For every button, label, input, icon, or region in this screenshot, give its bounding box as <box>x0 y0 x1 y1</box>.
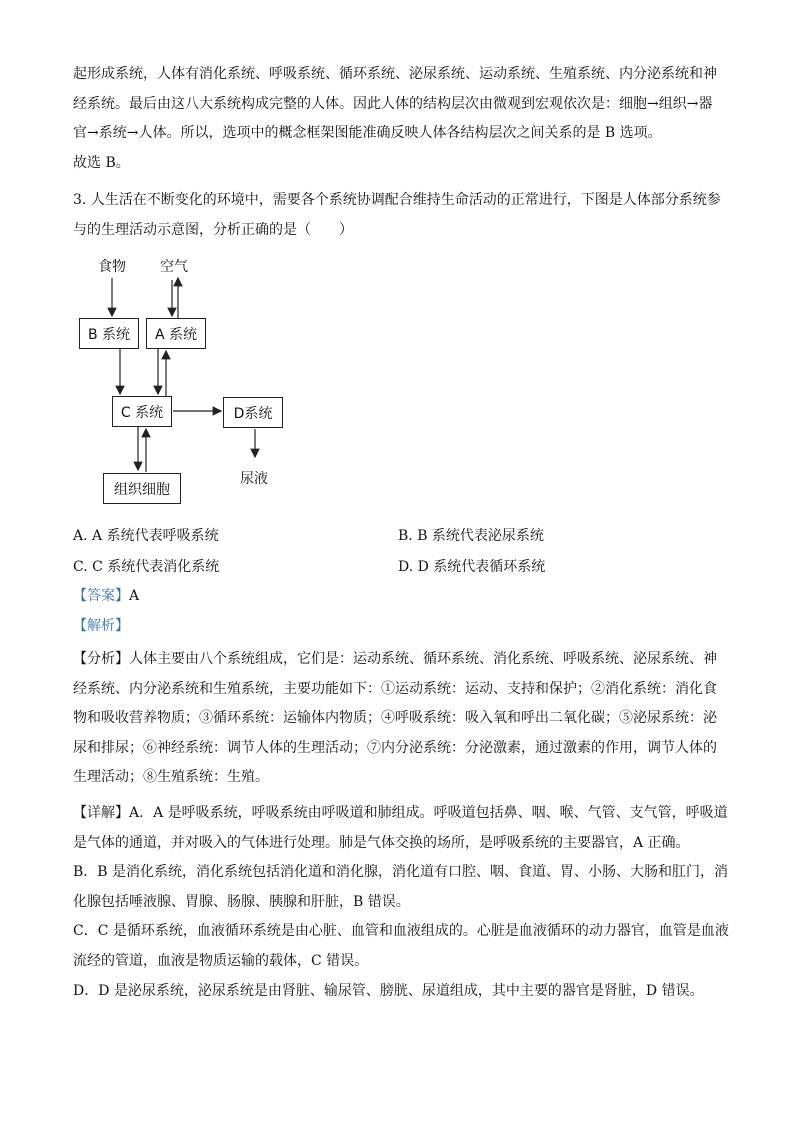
xiangjie-line: B．B 是消化系统，消化系统包括消化道和消化腺，消化道有口腔、咽、食道、胃、小肠、大肠和肛门，消 <box>73 864 729 881</box>
system-diagram <box>70 250 330 510</box>
detail-paragraph <box>73 799 729 1006</box>
analysis-paragraph <box>73 645 723 793</box>
c-system-box: C 系统 <box>112 396 172 427</box>
intro-line: 官→系统→人体。所以，选项中的概念框架图能准确反映人体各结构层次之间关系的是 B 选项。 <box>73 125 662 142</box>
tissue-cell-box: 组织细胞 <box>103 473 181 504</box>
answer-tag: 【答案】 <box>73 588 129 604</box>
fenxi-line: 经系统、内分泌系统和生殖系统，主要功能如下：①运动系统：运动、支持和保护；②消化系统：消化食 <box>73 680 717 697</box>
answer-value: A <box>129 588 140 604</box>
answer-options <box>73 525 723 585</box>
fenxi-line: 人体主要由八个系统组成，它们是：运动系统、循环系统、消化系统、呼吸系统、泌尿系统、神 <box>129 651 717 667</box>
xiangjie-line: D．D 是泌尿系统，泌尿系统是由肾脏、输尿管、膀胱、尿道组成，其中主要的器官是肾脏，D 错误。 <box>73 982 704 999</box>
xiangjie-line: 是气体的通道，并对吸入的气体进行处理。肺是气体交换的场所，是呼吸系统的主要器官，A 正确。 <box>73 834 690 851</box>
intro-line: 故选 B。 <box>73 154 130 171</box>
b-system-box: B 系统 <box>79 318 139 349</box>
food-label: 食物 <box>98 259 126 275</box>
xiangjie-line: 化腺包括唾液腺、胃腺、肠腺、胰腺和肝脏，B 错误。 <box>73 893 410 910</box>
diagram-arrows <box>70 250 330 510</box>
xiangjie-line: C．C 是循环系统，血液循环系统是由心脏、血管和血液组成的。心脏是血液循环的动力器官，血管是血液 <box>73 923 729 940</box>
intro-line: 经系统。最后由这八大系统构成完整的人体。因此人体的结构层次由微观到宏观依次是：细胞→组织→器 <box>73 95 713 112</box>
fenxi-line: 生理活动；⑧生殖系统：生殖。 <box>73 769 269 786</box>
fenxi-tag: 【分析】 <box>73 651 129 667</box>
question-stem <box>73 186 723 245</box>
xiangjie-line: 流经的管道，血液是物质运输的载体，C 错误。 <box>73 952 369 969</box>
option-b[interactable]: B. B 系统代表泌尿系统 <box>398 528 544 544</box>
d-system-box: D系统 <box>223 397 283 428</box>
a-system-box: A 系统 <box>146 318 206 349</box>
urine-label: 尿液 <box>240 471 268 487</box>
analysis-tag: 【解析】 <box>73 617 129 634</box>
option-a[interactable]: A. A 系统代表呼吸系统 <box>73 528 219 544</box>
fenxi-line: 物和吸收营养物质；③循环系统：运输体内物质；④呼吸系统：吸入氧和呼出二氧化碳；⑤泌尿系统：泌 <box>73 710 717 727</box>
question-line: 与的生理活动示意图，分析正确的是（ ） <box>73 221 353 238</box>
xiangjie-tag: 【详解】 <box>73 805 129 821</box>
xiangjie-line: A．A 是呼吸系统，呼吸系统由呼吸道和肺组成。呼吸道包括鼻、咽、喉、气管、支气管，呼吸道 <box>129 805 728 821</box>
question-line: 3. 人生活在不断变化的环境中，需要各个系统协调配合维持生命活动的正常进行，下图是人体部分系统参 <box>73 192 721 208</box>
intro-paragraph <box>73 60 723 178</box>
answer-line <box>73 582 723 641</box>
option-d[interactable]: D. D 系统代表循环系统 <box>398 559 546 575</box>
air-label: 空气 <box>160 259 188 275</box>
option-c[interactable]: C. C 系统代表消化系统 <box>73 559 220 575</box>
intro-line: 起形成系统，人体有消化系统、呼吸系统、循环系统、泌尿系统、运动系统、生殖系统、内分泌系统和神 <box>73 66 717 82</box>
fenxi-line: 尿和排尿；⑥神经系统：调节人体的生理活动；⑦内分泌系统：分泌激素，通过激素的作用，调节人体的 <box>73 739 717 756</box>
